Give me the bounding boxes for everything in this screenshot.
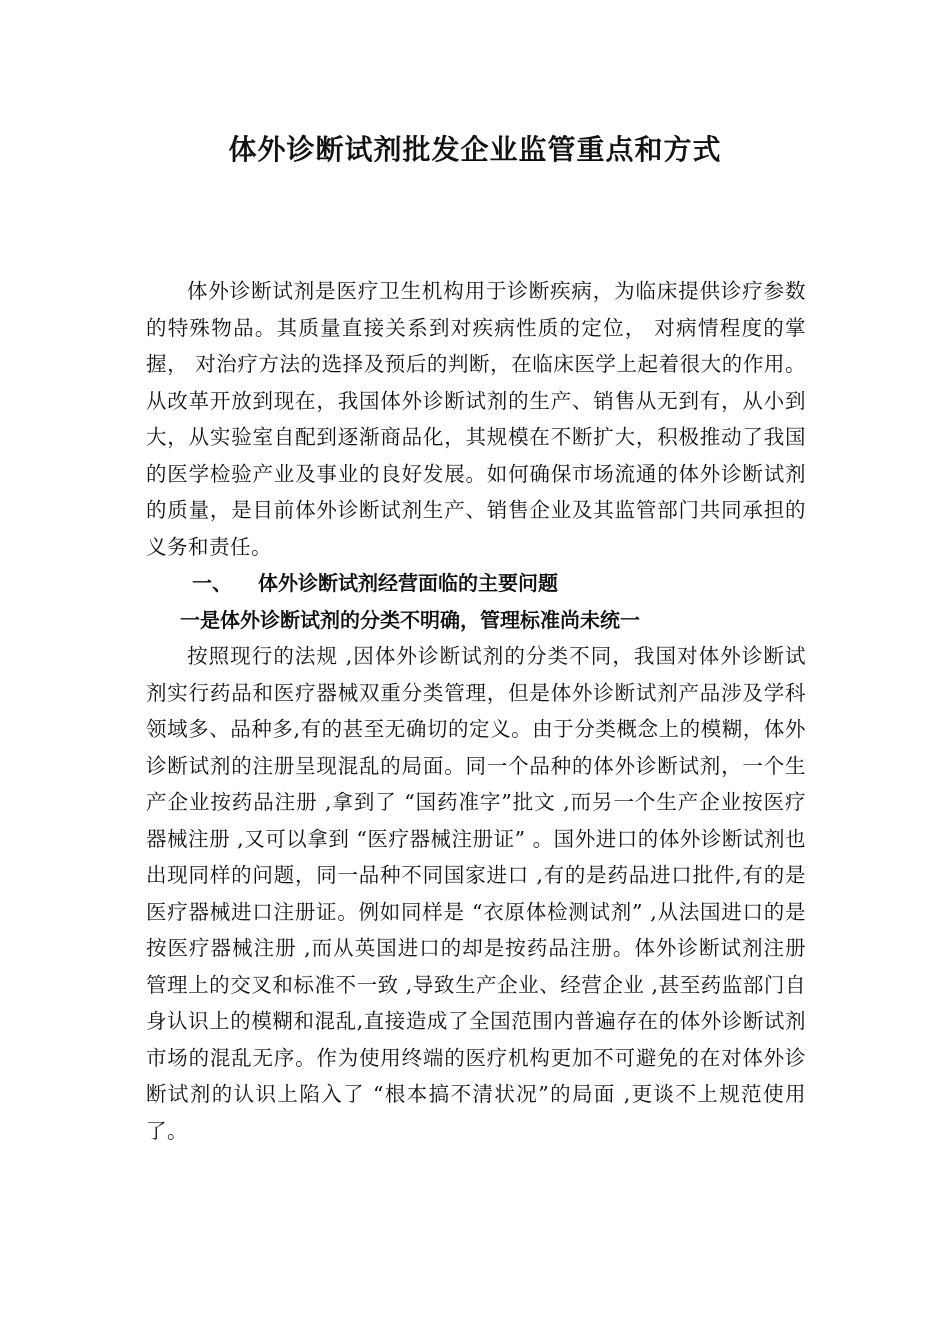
body-paragraph: 按照现行的法规 ,因体外诊断试剂的分类不同，我国对体外诊断试剂实行药品和医疗器械双重分类管理，但是体外诊断试剂产品涉及学科领域多、品种多,有的甚至无确切的定义。由于分类概念上的模糊，体外诊断试剂的注册呈现混乱的局面。同一个品种的体外诊断试剂，一个生产企业按药品注册 ,拿到了 “国药准字”批文 ,而另一个生产企业按医疗器械注册 ,又可以拿到 “医疗器械注册证” 。国外进口的体外诊断试剂也出现同样的问题，同一品种不同国家进口 ,有的是药品进口批件,有的是医疗器械进口注册证。例如同样是 “衣原体检测试剂” ,从法国进口的是按医疗器械注册 ,而从英国进口的却是按药品注册。体外诊断试剂注册管理上的交叉和标准不一致 ,导致生产企业、经营企业 ,甚至药监部门自身认识上的模糊和混乱,直接造成了全国范围内普遍存在的体外诊断试剂市场的混乱无序。作为使用终端的医疗机构更加不可避免的在对体外诊断试剂的认识上陷入了 “根本搞不清状况”的局面 ,更谈不上规范使用了。 — [146, 644, 806, 1143]
section-number: 一、 — [192, 571, 232, 595]
section-heading — [146, 565, 806, 602]
subsection-heading: 一是体外诊断试剂的分类不明确，管理标准尚未统一 — [180, 607, 640, 632]
document-title: 体外诊断试剂批发企业监管重点和方式 — [228, 133, 722, 166]
intro-paragraph: 体外诊断试剂是医疗卫生机构用于诊断疾病，为临床提供诊疗参数的特殊物品。其质量直接关系到对疾病性质的定位， 对病情程度的掌握， 对治疗方法的选择及预后的判断，在临床医学上起着很大的作用。从改革开放到现在，我国体外诊断试剂的生产、销售从无到有，从小到大，从实验室自配到逐渐商品化，其规模在不断扩大，积极推动了我国的医学检验产业及事业的良好发展。如何确保市场流通的体外诊断试剂的质量，是目前体外诊断试剂生产、销售企业及其监管部门共同承担的义务和责任。 — [146, 279, 806, 559]
document-body — [146, 273, 806, 1149]
section-title: 体外诊断试剂经营面临的主要问题 — [258, 571, 558, 595]
